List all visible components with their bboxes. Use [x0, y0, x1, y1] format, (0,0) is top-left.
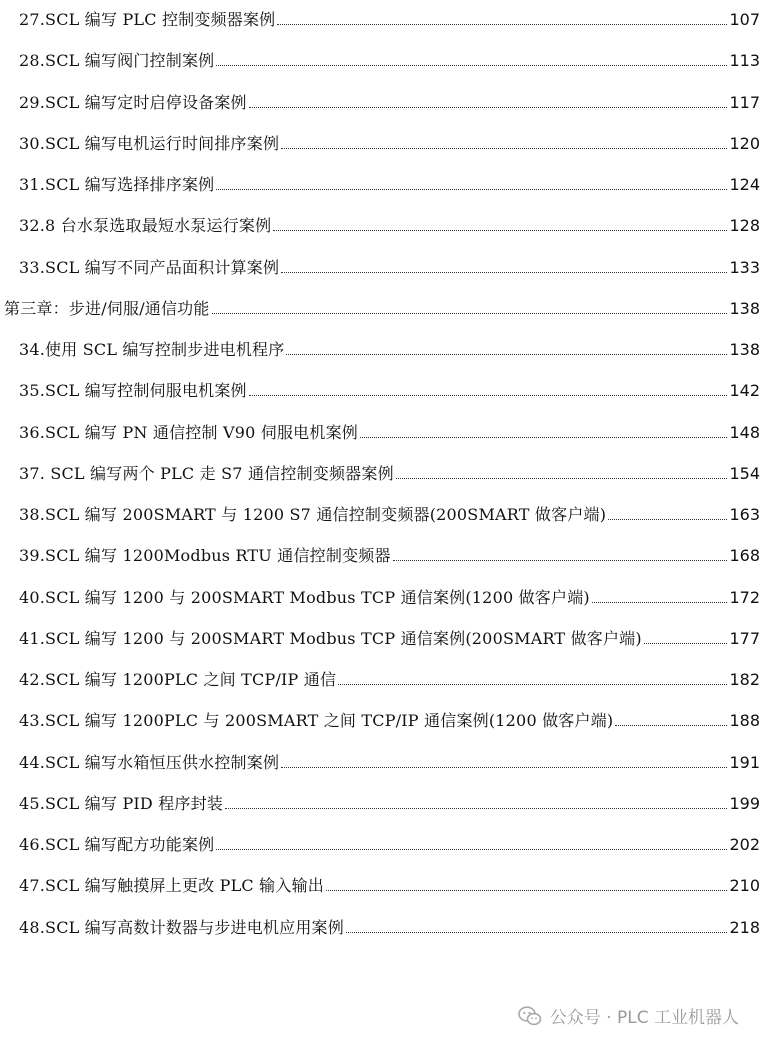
toc-entry [0, 701, 763, 731]
toc-entry [0, 495, 763, 525]
toc-leader-dots [338, 684, 727, 685]
toc-leader-dots [216, 65, 727, 66]
toc-leader-dots [273, 230, 727, 231]
toc-leader-dots [326, 890, 727, 891]
toc-entry [0, 454, 763, 484]
toc-page-number: 218 [729, 917, 760, 937]
toc-entry [0, 784, 763, 814]
toc-page-number: 133 [729, 257, 760, 277]
toc-title: 42.SCL 编写 1200PLC 之间 TCP/IP 通信 [19, 670, 337, 689]
toc-page-number: 202 [729, 835, 760, 854]
toc-title: 39.SCL 编写 1200Modbus RTU 通信控制变频器 [19, 546, 391, 566]
toc-title: 31.SCL 编写选择排序案例 [19, 175, 215, 194]
toc-entry [0, 619, 763, 649]
toc-leader-dots [608, 519, 727, 520]
toc-title: 36.SCL 编写 PN 通信控制 V90 伺服电机案例 [19, 422, 358, 442]
toc-entry [0, 165, 763, 195]
toc-title: 37. SCL 编写两个 PLC 走 S7 通信控制变频器案例 [19, 463, 394, 483]
toc-leader-dots [277, 24, 727, 25]
toc-page-number: 128 [729, 216, 760, 236]
toc-title: 29.SCL 编写定时启停设备案例 [19, 92, 247, 112]
toc-entry [0, 330, 763, 360]
toc-title: 48.SCL 编写高数计数器与步进电机应用案例 [19, 917, 344, 937]
toc-title: 27.SCL 编写 PLC 控制变频器案例 [19, 10, 276, 29]
toc-page-number: 210 [729, 876, 760, 896]
toc-leader-dots [216, 849, 727, 850]
toc-page-number: 163 [729, 505, 760, 524]
toc-leader-dots [644, 643, 728, 644]
toc-entry [0, 825, 763, 855]
toc-title: 47.SCL 编写触摸屏上更改 PLC 输入输出 [19, 876, 324, 896]
toc-leader-dots [393, 560, 728, 561]
toc-page-number: 188 [729, 711, 760, 731]
toc-title: 45.SCL 编写 PID 程序封装 [19, 793, 224, 813]
toc-page-number: 199 [729, 793, 760, 813]
toc-entry [0, 660, 763, 690]
toc-leader-dots [216, 189, 727, 190]
toc-leader-dots [286, 354, 727, 355]
toc-title: 40.SCL 编写 1200 与 200SMART Modbus TCP 通信案例(1200 做客户端) [19, 587, 590, 607]
toc-entry [0, 413, 763, 443]
toc-title: 44.SCL 编写水箱恒压供水控制案例 [19, 752, 280, 772]
toc-title: 35.SCL 编写控制伺服电机案例 [19, 381, 247, 401]
watermark-text: 公众号 · PLC 工业机器人 [549, 1008, 739, 1028]
toc-page-number: 138 [729, 298, 760, 318]
wechat-icon [518, 1005, 542, 1027]
toc-page-number: 113 [729, 51, 760, 71]
toc-entry [0, 371, 763, 401]
toc-chapter [0, 289, 763, 319]
toc-leader-dots [346, 932, 727, 933]
toc-page-number: 191 [729, 752, 760, 772]
toc-entry [0, 866, 763, 896]
toc-page-number: 172 [729, 587, 760, 607]
toc-entry [0, 578, 763, 608]
toc-title: 41.SCL 编写 1200 与 200SMART Modbus TCP 通信案例(200SMART 做客户端) [19, 628, 642, 648]
toc-page-number: 124 [729, 175, 760, 194]
toc-page-number: 142 [729, 381, 760, 401]
toc-title: 30.SCL 编写电机运行时间排序案例 [19, 133, 280, 153]
toc-title: 33.SCL 编写不同产品面积计算案例 [19, 257, 280, 277]
toc-entry [0, 743, 763, 773]
toc-title: 第三章：步进/伺服/通信功能 [4, 298, 210, 318]
toc-title: 32.8 台水泵选取最短水泵运行案例 [19, 216, 272, 236]
toc-entry [0, 248, 763, 278]
toc-title: 38.SCL 编写 200SMART 与 1200 S7 通信控制变频器(200SMART 做客户端) [19, 505, 607, 524]
toc-page-number: 168 [729, 546, 760, 566]
toc-title: 46.SCL 编写配方功能案例 [19, 835, 215, 854]
toc-page-number: 148 [729, 422, 760, 442]
toc-leader-dots [281, 148, 727, 149]
toc-entry [0, 908, 763, 938]
toc-entry [0, 206, 763, 236]
toc-leader-dots [225, 808, 727, 809]
toc-leader-dots [360, 437, 727, 438]
toc-page-number: 177 [729, 628, 760, 648]
toc-leader-dots [592, 602, 728, 603]
toc-page-number: 107 [729, 10, 760, 29]
toc-title: 28.SCL 编写阀门控制案例 [19, 51, 215, 71]
toc-entry [0, 124, 763, 154]
toc-page-number: 138 [729, 340, 760, 359]
toc-entry [0, 0, 763, 30]
toc-leader-dots [281, 272, 727, 273]
toc-leader-dots [281, 767, 727, 768]
toc-page-number: 154 [729, 463, 760, 483]
toc-leader-dots [615, 725, 727, 726]
toc-entry [0, 41, 763, 71]
toc-page-number: 182 [729, 670, 760, 689]
toc-title: 34.使用 SCL 编写控制步进电机程序 [19, 340, 285, 359]
toc-page-number: 117 [729, 92, 760, 112]
toc-leader-dots [396, 478, 728, 479]
toc-entry [0, 536, 763, 566]
toc-leader-dots [249, 395, 728, 396]
toc-page-number: 120 [729, 133, 760, 153]
toc-leader-dots [212, 313, 728, 314]
toc-leader-dots [249, 107, 728, 108]
watermark [518, 1003, 739, 1028]
toc-entry [0, 83, 763, 113]
toc-title: 43.SCL 编写 1200PLC 与 200SMART 之间 TCP/IP 通信案例(1200 做客户端) [19, 711, 614, 731]
